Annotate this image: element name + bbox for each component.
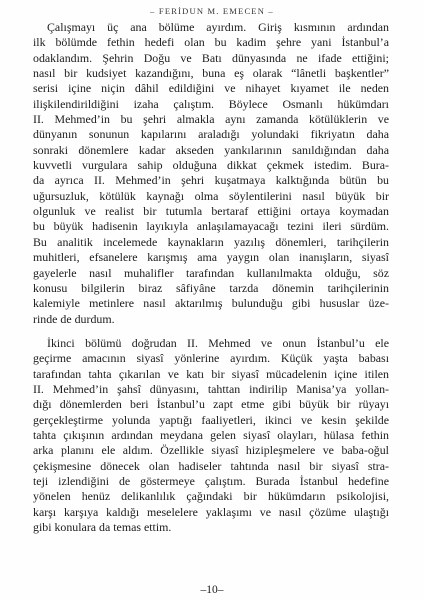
text-line: karşı karşıya kaldığı meselelere yaklaşımı ve nasıl çözüme ulaştığı [33,504,389,519]
text-line: yönelen henüz delikanlılık çağındaki bir hükümdarın psikolojisi, [33,489,389,504]
text-line: tahta çıkışının ardından meydana gelen siyasî olayları, hülasa fethin [33,427,389,442]
text-line: ilişkilendirildiğini izaha çalıştım. Böylece Osmanlı hükümdarı [33,96,389,111]
text-line: kalemiyle metinlere nasıl aktarılmış bulunduğu gibi hususlar üze- [33,296,389,311]
text-line: da ayrıca II. Mehmed’in şehri kuşatmaya kalktığında bütün bu [33,173,389,188]
text-line: sonraki dönemlere kadar akseden yankılarının sanıldığından daha [33,142,389,157]
text-line: II. Mehmed’in bu şehri almakla aynı zamanda kötülüklerin ve [33,112,389,127]
text-line: dığı dönemlerden beri İstanbul’u zapt etme gibi büyük bir rüyayı [33,397,389,412]
text-line: çekişmesine dönecek olan hadiseler tahtında nasıl bir siyasî stra- [33,458,389,473]
text-line: Bu analitik incelemede kaynakların yazılış dönemleri, tarihçilerin [33,234,389,249]
paragraph-2 [33,336,389,535]
body-text [33,20,389,535]
paragraph-1 [33,20,389,327]
text-line: tarafından tahta çıkarılan ve katı bir siyasî mücadelenin içine itilen [33,366,389,381]
text-line: olgunluk ve realist bir tutumla bertaraf ettiğini ortaya koymadan [33,204,389,219]
text-line: arka planını ele aldım. Özellikle siyasî hizipleşmelere ve baba-oğul [33,443,389,458]
text-line: teji izlendiğini de göstermeye çalıştım. Burada İstanbul hedefine [33,473,389,488]
text-line: kuvvetli vurgulara sahip olduğuna dikkat çekmek istedim. Bura- [33,158,389,173]
page-number: –10– [200,584,224,596]
text-line: odaklandım. Şehrin Doğu ve Batı dünyasında ne ifade ettiğini; [33,50,389,65]
text-line: gerçekleştirme yolunda yaptığı faaliyetleri, ikinci ve kesin şekilde [33,412,389,427]
text-line: Çalışmayı üç ana bölüme ayırdım. Giriş kısmının ardından [47,20,389,34]
text-line: muhitleri, efsanelere karışmış ama yaygın olan inanışların, siyasî [33,250,389,265]
running-head: – FERİDUN M. EMECEN – [150,6,274,16]
text-line: II. Mehmed’in şahsî dünyasını, tahttan indirilip Manisa’ya yollan- [33,381,389,396]
text-line: İkinci bölümü doğrudan II. Mehmed ve onun İstanbul’u ele [47,335,389,350]
text-line: serisi içine niçin dâhil edildiğini ve nihayet kıyamet ile neden [33,81,389,96]
text-line: gibi konulara da temas ettim. [33,520,172,534]
text-line: nasıl bir kudsiyet kazandığını, buna eş olarak “lânetli başkentler” [33,66,389,81]
text-line: ilk bölümde fethin hedefi olan bu kadim şehre yani İstanbul’a [33,35,389,50]
text-line: konusu bilgilerin biraz sâfiyâne tarzda dönemin tarihçilerinin [33,280,389,295]
text-line: dünyanın sonunun kapılarını araladığı yolundaki fikriyatın daha [33,127,389,142]
text-line: rinde de durdum. [33,311,115,326]
text-line: gayelerle nasıl muhalifler tarafından kullanılmakta olduğu, söz [33,265,389,280]
text-line: bu büyük hadisenin layıkıyla anlaşılamayacağı tezini ileri sürdüm. [33,219,389,234]
text-line: geçirme amacının siyasî yönlerine ayırdım. Küçük yaşta babası [33,351,389,366]
text-line: uğursuzluk, kötülük kaynağı olma söylentilerini nasıl büyük bir [33,188,389,203]
